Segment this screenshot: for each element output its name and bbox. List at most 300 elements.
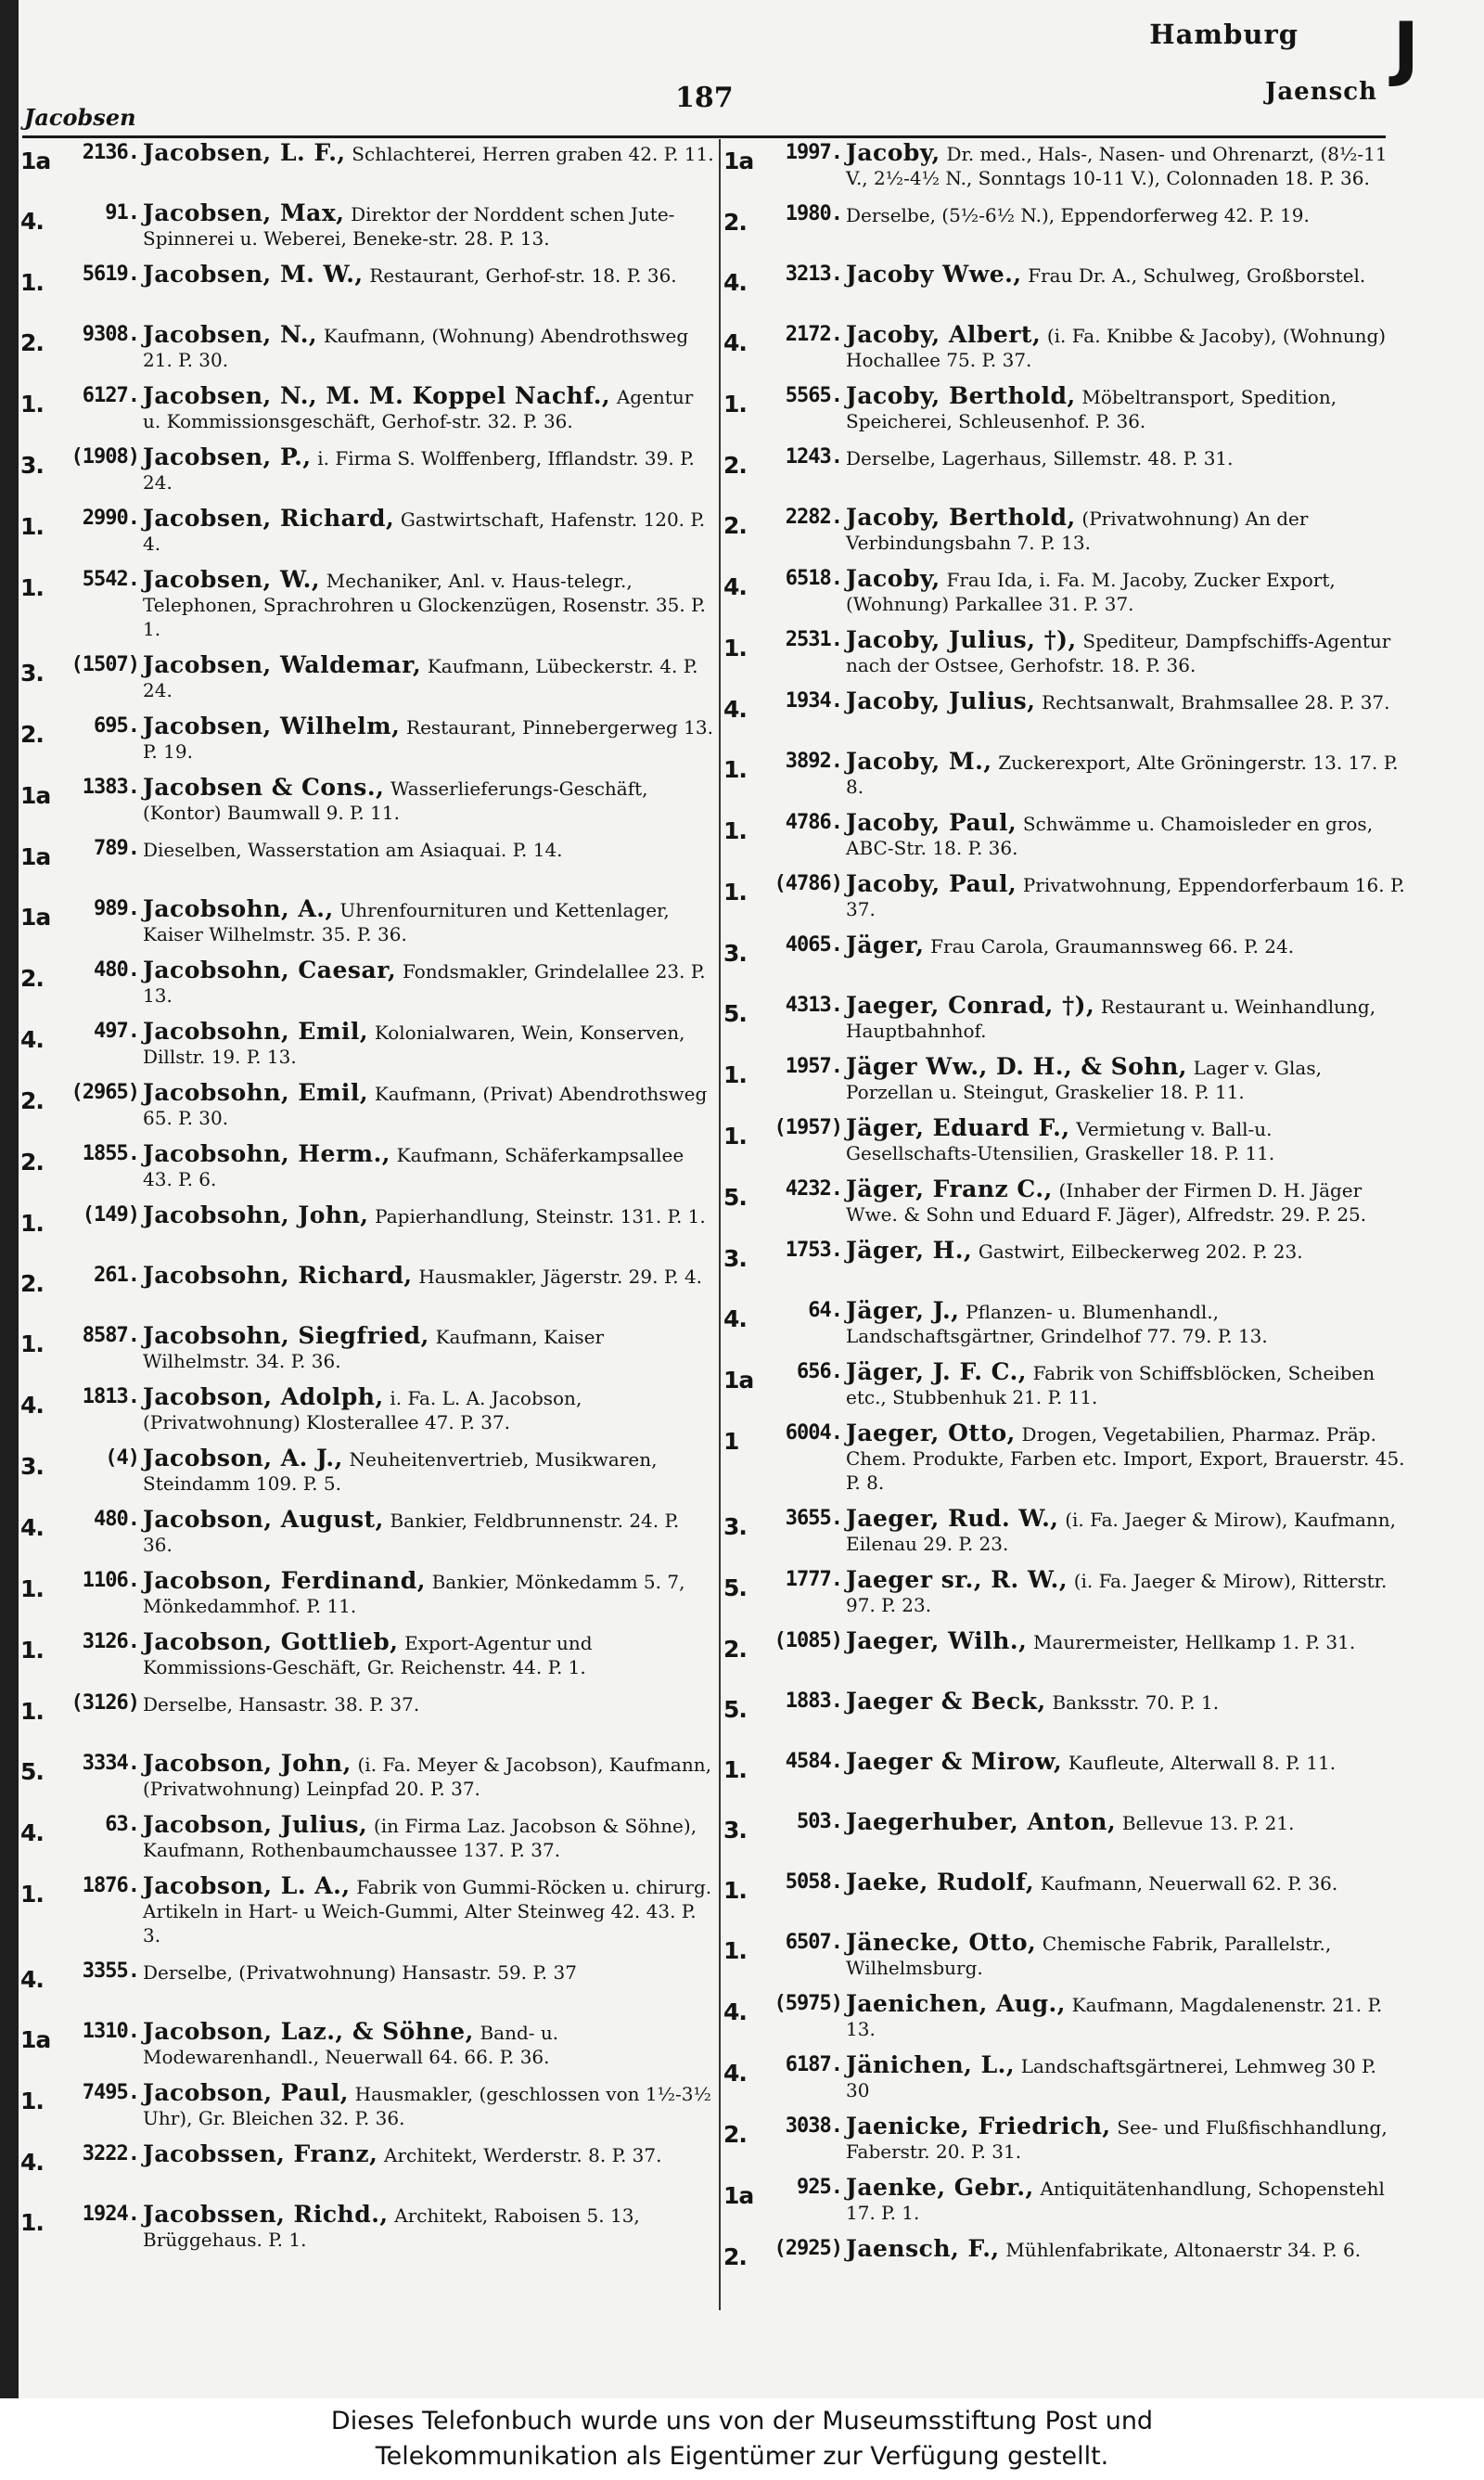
subscriber-details: Schlachterei, Herren graben 42. P. 11.	[352, 143, 714, 165]
subscriber-name: Jacobsen, N., M. M. Koppel Nachf.,	[143, 382, 611, 409]
entry-text	[846, 1507, 1405, 1556]
footer-notice	[0, 2398, 1484, 2480]
entry-text	[846, 1177, 1405, 1227]
subscriber-name: Jacobsen, P.,	[143, 443, 312, 470]
subscriber-name: Jaeger, Wilh.,	[846, 1627, 1028, 1654]
phone-number: 480.	[94, 1508, 139, 1531]
district-code: 4.	[723, 269, 747, 296]
entry-text	[846, 1055, 1405, 1104]
subscriber-name: Jaenicke, Friedrich,	[846, 2113, 1111, 2139]
phone-number: (5975)	[774, 1992, 842, 2015]
directory-entry	[723, 1116, 1405, 1165]
district-code: 3.	[723, 940, 747, 967]
subscriber-details: Derselbe, (Privatwohnung) Hansastr. 59. P. 37	[143, 1961, 577, 1984]
subscriber-name: Jacoby, Paul,	[846, 809, 1017, 836]
phone-number: 4232.	[785, 1177, 842, 1201]
phone-number: 789.	[94, 837, 139, 860]
directory-entry	[723, 1750, 1405, 1798]
entry-text	[846, 1629, 1405, 1654]
entry-text	[143, 2081, 714, 2130]
phone-number: 1855.	[82, 1142, 139, 1165]
subscriber-name: Jacobsohn, Siegfried,	[143, 1322, 429, 1349]
directory-entry	[723, 1568, 1405, 1617]
phone-number: 2172.	[785, 323, 842, 346]
subscriber-name: Jacoby, Berthold,	[846, 382, 1076, 409]
district-code: 4.	[723, 329, 747, 356]
entry-text	[143, 201, 714, 251]
subscriber-details: (in Firma Laz. Jacobson & Söhne), Kaufmann, Rothenbaumchaussee 137. P. 37.	[143, 1815, 697, 1861]
district-code: 2.	[723, 209, 747, 236]
subscriber-details: Pflanzen- u. Blumenhandl., Landschaftsgärtner, Grindelhof 77. 79. P. 13.	[846, 1301, 1268, 1347]
district-code: 2.	[20, 965, 44, 992]
phone-number: 91.	[105, 201, 139, 225]
entry-text	[846, 1239, 1405, 1264]
subscriber-name: Jacobson, Paul,	[143, 2079, 349, 2106]
subscriber-name: Jacobsen, Wilhelm,	[143, 713, 401, 739]
phone-number: 2136.	[82, 141, 139, 164]
directory-entry	[723, 2053, 1405, 2102]
directory-entry	[723, 1690, 1405, 1738]
book-spine-shadow	[0, 0, 19, 2398]
subscriber-details: Spediteur, Dampfschiffs-Agentur nach der Ostsee, Gerhofstr. 18. P. 36.	[846, 630, 1391, 676]
entry-text	[846, 1690, 1405, 1715]
district-code: 1a	[20, 904, 51, 931]
phone-number: (1507)	[70, 653, 139, 676]
directory-entry	[20, 1385, 714, 1434]
subscriber-name: Jäger, H.,	[846, 1237, 973, 1264]
entry-text	[846, 994, 1405, 1043]
directory-entry	[20, 897, 714, 946]
header-rule	[22, 135, 1386, 138]
entry-text	[846, 750, 1405, 799]
directory-entry	[20, 384, 714, 433]
phone-number: (4)	[105, 1446, 139, 1470]
entry-text	[846, 1870, 1405, 1895]
subscriber-name: Jacobson, August,	[143, 1506, 384, 1533]
district-code: 2.	[20, 721, 44, 748]
phone-number: 5058.	[785, 1870, 842, 1894]
subscriber-name: Jacobsohn, Emil,	[143, 1018, 369, 1045]
directory-entry	[723, 1931, 1405, 1980]
entry-text	[143, 1508, 714, 1557]
subscriber-name: Jacobson, Adolph,	[143, 1383, 384, 1410]
directory-entry	[723, 2237, 1405, 2285]
district-code: 1.	[20, 269, 44, 296]
district-code: 4.	[20, 1819, 44, 1846]
district-code: 3.	[723, 1817, 747, 1844]
district-code: 4.	[20, 1514, 44, 1541]
district-code: 1a	[20, 2026, 51, 2053]
phone-number: 5565.	[785, 384, 842, 407]
entry-text	[143, 1081, 714, 1130]
phone-number: (1085)	[774, 1629, 842, 1652]
subscriber-name: Jaeger, Rud. W.,	[846, 1505, 1059, 1532]
directory-entry	[20, 568, 714, 641]
entry-text	[143, 1569, 714, 1618]
entry-text	[143, 1324, 714, 1373]
subscriber-name: Jäger,	[846, 932, 925, 958]
phone-number: 497.	[94, 1020, 139, 1043]
district-code: 1.	[723, 756, 747, 783]
subscriber-details: Derselbe, (5½-6½ N.), Eppendorferweg 42. P. 19.	[846, 204, 1310, 226]
phone-number: 2282.	[785, 506, 842, 529]
subscriber-name: Jacobsen & Cons.,	[143, 774, 385, 801]
phone-number: 6004.	[785, 1421, 842, 1445]
subscriber-name: Jacobsohn, Richard,	[143, 1262, 413, 1289]
phone-number: 1924.	[82, 2203, 139, 2226]
subscriber-details: Direktor der Norddent schen Jute-Spinnerei u. Weberei, Beneke-str. 28. P. 13.	[143, 203, 675, 250]
entry-text	[143, 1691, 714, 1716]
right-keyword: Jaensch	[1265, 78, 1377, 106]
directory-entry	[20, 263, 714, 311]
district-code: 4.	[723, 2060, 747, 2087]
district-code: 4.	[723, 573, 747, 600]
column-divider	[719, 139, 721, 2310]
subscriber-name: Jäger, J.,	[846, 1297, 960, 1324]
subscriber-name: Jäger, Franz C.,	[846, 1176, 1053, 1202]
directory-entry	[723, 202, 1405, 251]
district-code: 5.	[723, 1574, 747, 1601]
directory-entry	[723, 1421, 1405, 1495]
district-code: 1a	[723, 1367, 754, 1394]
subscriber-name: Jacobsohn, John,	[143, 1201, 369, 1228]
entry-text	[846, 811, 1405, 860]
district-code: 2.	[20, 1149, 44, 1176]
left-column	[20, 141, 714, 2264]
directory-entry	[723, 2176, 1405, 2225]
phone-number: (1957)	[774, 1116, 842, 1139]
subscriber-details: Restaurant u. Weinhandlung, Hauptbahnhof.	[846, 996, 1376, 1042]
directory-entry	[20, 2203, 714, 2252]
district-code: 3.	[723, 1513, 747, 1540]
phone-number: 3038.	[785, 2114, 842, 2138]
subscriber-name: Jacoby Wwe.,	[846, 261, 1022, 288]
directory-entry	[20, 141, 714, 189]
subscriber-details: Kolonialwaren, Wein, Konserven, Dillstr. 19. P. 13.	[143, 1022, 685, 1068]
district-code: 3.	[723, 1245, 747, 1272]
district-code: 1.	[20, 1881, 44, 1908]
subscriber-details: Kaufmann, Neuerwall 62. P. 36.	[1040, 1872, 1338, 1895]
directory-entry	[20, 1874, 714, 1947]
subscriber-name: Jaeger & Beck,	[846, 1688, 1046, 1715]
subscriber-details: Kaufleute, Alterwall 8. P. 11.	[1068, 1752, 1337, 1774]
subscriber-name: Jacobson, Julius,	[143, 1811, 368, 1838]
district-code: 5.	[20, 1758, 44, 1785]
directory-entry	[20, 1142, 714, 1191]
directory-entry	[20, 2081, 714, 2130]
phone-number: 5542.	[82, 568, 139, 591]
phone-number: 1934.	[785, 689, 842, 713]
directory-entry	[20, 2020, 714, 2069]
subscriber-details: Gastwirt, Eilbeckerweg 202. P. 23.	[978, 1240, 1303, 1263]
phone-number: 3892.	[785, 750, 842, 773]
directory-entry	[723, 1177, 1405, 1227]
entry-text	[143, 1203, 714, 1228]
directory-entry	[723, 1360, 1405, 1409]
subscriber-name: Jacobsohn, Caesar,	[143, 957, 397, 983]
directory-entry	[723, 384, 1405, 433]
phone-number: 1980.	[785, 202, 842, 225]
subscriber-details: Kaufmann, Schäferkampsallee 43. P. 6.	[143, 1144, 684, 1190]
phone-number: 6507.	[785, 1931, 842, 1954]
entry-text	[846, 263, 1405, 288]
subscriber-details: Dr. med., Hals-, Nasen- und Ohrenarzt, (8½-11 V., 2½-4½ N., Sonntags 10-11 V.), Colonnaden 18. P. 36.	[846, 143, 1388, 189]
entry-text	[143, 1446, 714, 1496]
subscriber-details: Mechaniker, Anl. v. Haus-telegr., Telephonen, Sprachrohren u Glockenzügen, Rosenstr. 35. P. 1.	[143, 570, 706, 640]
district-code: 5.	[723, 1000, 747, 1027]
subscriber-details: Wasserlieferungs-Geschäft, (Kontor) Baumwall 9. P. 11.	[143, 777, 648, 824]
subscriber-name: Jaeger, Conrad, †),	[846, 992, 1095, 1019]
phone-number: 2990.	[82, 507, 139, 530]
entry-text	[846, 1568, 1405, 1617]
page-number: 187	[675, 82, 734, 114]
left-keyword: Jacobsen	[24, 104, 136, 131]
subscriber-details: Restaurant, Pinnebergerweg 13. P. 19.	[143, 716, 713, 763]
subscriber-details: Neuheitenvertrieb, Musikwaren, Steindamm 109. P. 5.	[143, 1448, 658, 1495]
phone-number: (4786)	[774, 872, 842, 895]
subscriber-name: Jacobsen, Max,	[143, 199, 345, 226]
district-code: 4.	[20, 1392, 44, 1419]
subscriber-details: Dieselben, Wasserstation am Asiaquai. P. 14.	[143, 839, 563, 861]
subscriber-details: Export-Agentur und Kommissions-Geschäft, Gr. Reichenstr. 44. P. 1.	[143, 1632, 593, 1678]
subscriber-name: Jacoby, Julius,	[846, 687, 1036, 714]
entry-text	[143, 1960, 714, 1985]
directory-entry	[723, 689, 1405, 738]
subscriber-details: Fabrik von Gummi-Röcken u. chirurg. Artikeln in Hart- u Weich-Gummi, Alter Steinweg 42. 43. P. 3.	[143, 1876, 712, 1947]
directory-entry	[20, 1508, 714, 1557]
directory-entry	[723, 2114, 1405, 2164]
subscriber-name: Jacobson, Gottlieb,	[143, 1628, 399, 1655]
entry-text	[143, 507, 714, 556]
subscriber-details: Chemische Fabrik, Parallelstr., Wilhelmsburg.	[846, 1933, 1332, 1979]
directory-entry	[723, 1629, 1405, 1677]
phone-number: 3213.	[785, 263, 842, 286]
directory-entry	[723, 1870, 1405, 1919]
directory-entry	[723, 1055, 1405, 1104]
directory-entry	[723, 1239, 1405, 1287]
directory-entry	[723, 1810, 1405, 1858]
district-code: 1.	[723, 1756, 747, 1783]
directory-entry	[723, 567, 1405, 616]
directory-entry	[723, 1992, 1405, 2041]
district-code: 1.	[723, 1937, 747, 1964]
subscriber-name: Jacobson, Laz., & Söhne,	[143, 2018, 474, 2045]
phone-number: 1876.	[82, 1874, 139, 1897]
directory-entry	[20, 714, 714, 764]
directory-entry	[723, 1507, 1405, 1556]
phone-number: 1383.	[82, 776, 139, 799]
phone-number: (2965)	[70, 1081, 139, 1104]
entry-text	[143, 776, 714, 825]
entry-text	[846, 1299, 1405, 1348]
district-code: 4.	[20, 208, 44, 235]
subscriber-details: Restaurant, Gerhof-str. 18. P. 36.	[369, 264, 677, 287]
entry-text	[846, 1750, 1405, 1775]
subscriber-name: Jacoby, Paul,	[846, 870, 1017, 897]
entry-text	[143, 1630, 714, 1679]
subscriber-details: Bankier, Mönkedamm 5. 7, Mönkedammhof. P. 11.	[143, 1571, 685, 1617]
directory-entry	[20, 1691, 714, 1740]
subscriber-name: Jacoby, Albert,	[846, 321, 1042, 348]
phone-number: (1908)	[70, 445, 139, 469]
subscriber-details: Bankier, Feldbrunnenstr. 24. P. 36.	[143, 1510, 680, 1556]
subscriber-name: Jaeger, Otto,	[846, 1420, 1016, 1446]
district-code: 3.	[20, 660, 44, 687]
subscriber-name: Jaeger & Mirow,	[846, 1748, 1063, 1775]
directory-entry	[20, 776, 714, 825]
entry-text	[846, 1116, 1405, 1165]
directory-entry	[20, 1813, 714, 1862]
subscriber-details: Privatwohnung, Eppendorferbaum 16. P. 37.	[846, 874, 1405, 920]
entry-text	[846, 2053, 1405, 2102]
subscriber-name: Jacobssen, Franz,	[143, 2140, 378, 2167]
entry-text	[846, 1992, 1405, 2041]
district-code: 1.	[20, 1637, 44, 1664]
subscriber-details: Banksstr. 70. P. 1.	[1052, 1691, 1220, 1714]
subscriber-name: Jacobsen, Waldemar,	[143, 651, 422, 678]
entry-text	[143, 714, 714, 764]
subscriber-details: Hausmakler, Jägerstr. 29. P. 4.	[418, 1266, 703, 1288]
entry-text	[846, 2176, 1405, 2225]
directory-entry	[20, 201, 714, 251]
phone-number: 1243.	[785, 445, 842, 469]
phone-number: 656.	[797, 1360, 842, 1383]
phone-number: 1883.	[785, 1690, 842, 1713]
subscriber-details: See- und Flußfischhandlung, Faberstr. 20. P. 31.	[846, 2116, 1388, 2163]
subscriber-name: Jacobsen, W.,	[143, 566, 321, 593]
directory-entry	[723, 263, 1405, 311]
subscriber-details: Antiquitätenhandlung, Schopenstehl 17. P. 1.	[846, 2178, 1385, 2224]
subscriber-details: Lager v. Glas, Porzellan u. Steingut, Graskelier 18. P. 11.	[846, 1057, 1322, 1103]
phone-number: 1997.	[785, 141, 842, 164]
subscriber-name: Jaensch, F.,	[846, 2235, 1000, 2262]
district-code: 1.	[723, 1123, 747, 1150]
district-code: 1.	[20, 1575, 44, 1602]
district-code: 4.	[20, 1026, 44, 1053]
entry-text	[846, 567, 1405, 616]
district-code: 2.	[723, 512, 747, 539]
district-code: 1a	[723, 2182, 754, 2209]
phone-number: 2531.	[785, 628, 842, 651]
entry-text	[143, 384, 714, 433]
district-code: 1.	[20, 1330, 44, 1357]
directory-entry	[723, 323, 1405, 372]
phone-number: 989.	[94, 897, 139, 920]
entry-text	[143, 1752, 714, 1801]
subscriber-name: Jaeke, Rudolf,	[846, 1869, 1035, 1895]
directory-entry	[20, 1264, 714, 1312]
directory-entry	[20, 1446, 714, 1496]
subscriber-name: Jäger Ww., D. H., & Sohn,	[846, 1053, 1187, 1080]
directory-entry	[20, 837, 714, 885]
subscriber-details: Kaufmann, (Wohnung) Abendrothsweg 21. P. 30.	[143, 325, 689, 371]
phone-number: 6187.	[785, 2053, 842, 2076]
subscriber-details: Mühlenfabrikate, Altonaerstr 34. P. 6.	[1005, 2239, 1362, 2261]
subscriber-name: Jacobson, Ferdinand,	[143, 1567, 426, 1594]
phone-number: 3222.	[82, 2142, 139, 2165]
district-code: 5.	[723, 1184, 747, 1211]
subscriber-details: i. Fa. L. A. Jacobson, (Privatwohnung) Klosterallee 47. P. 37.	[143, 1387, 582, 1433]
subscriber-details: Hausmakler, (geschlossen von 1½-3½ Uhr), Gr. Bleichen 32. P. 36.	[143, 2083, 711, 2129]
subscriber-details: Maurermeister, Hellkamp 1. P. 31.	[1032, 1631, 1356, 1653]
district-code: 2.	[20, 329, 44, 356]
header-section-letter: J	[1392, 6, 1419, 89]
entry-text	[846, 141, 1405, 190]
subscriber-details: Kaufmann, Kaiser Wilhelmstr. 34. P. 36.	[143, 1326, 604, 1372]
subscriber-details: (i. Fa. Knibbe & Jacoby), (Wohnung) Hochallee 75. P. 37.	[846, 325, 1387, 371]
subscriber-details: Fondsmakler, Grindelallee 23. P. 13.	[143, 960, 706, 1007]
subscriber-name: Jacoby, M.,	[846, 748, 992, 775]
directory-entry	[723, 811, 1405, 860]
subscriber-details: Frau Carola, Graumannsweg 66. P. 24.	[930, 935, 1295, 957]
district-code: 4.	[20, 2149, 44, 2176]
entry-text	[846, 628, 1405, 677]
entry-text	[846, 872, 1405, 921]
subscriber-name: Jacobsen, M. W.,	[143, 261, 364, 288]
district-code: 4.	[723, 1305, 747, 1332]
district-code: 4.	[723, 1998, 747, 2025]
phone-number: 503.	[797, 1810, 842, 1833]
subscriber-name: Jaeger sr., R. W.,	[846, 1566, 1068, 1593]
entry-text	[846, 1421, 1405, 1495]
district-code: 4.	[723, 696, 747, 723]
subscriber-details: Frau Dr. A., Schulweg, Großborstel.	[1028, 264, 1366, 287]
directory-entry	[20, 1569, 714, 1618]
subscriber-details: Architekt, Raboisen 5. 13, Brüggehaus. P. 1.	[143, 2204, 640, 2251]
directory-entry	[20, 323, 714, 372]
directory-entry	[723, 445, 1405, 494]
subscriber-details: Band- u. Modewarenhandl., Neuerwall 64. 66. P. 36.	[143, 2022, 559, 2068]
district-code: 1.	[723, 817, 747, 844]
entry-text	[143, 2142, 714, 2167]
entry-text	[143, 2203, 714, 2252]
phone-number: 4584.	[785, 1750, 842, 1773]
entry-text	[143, 1385, 714, 1434]
district-code: 2.	[20, 1087, 44, 1114]
footer-line-1: Dieses Telefonbuch wurde uns von der Museumsstiftung Post und	[330, 2407, 1154, 2435]
directory-entry	[723, 933, 1405, 982]
district-code: 1.	[723, 635, 747, 662]
subscriber-name: Jacobson, L. A.,	[143, 1872, 351, 1899]
district-code: 1.	[20, 574, 44, 601]
entry-text	[143, 445, 714, 495]
directory-entry	[723, 750, 1405, 799]
entry-text	[143, 897, 714, 946]
subscriber-details: (Privatwohnung) An der Verbindungsbahn 7. P. 13.	[846, 508, 1309, 554]
directory-entry	[723, 994, 1405, 1043]
directory-entry	[20, 1081, 714, 1130]
district-code: 2.	[723, 452, 747, 479]
subscriber-details: Architekt, Werderstr. 8. P. 37.	[384, 2144, 662, 2166]
subscriber-details: Uhrenfournituren und Kettenlager, Kaiser Wilhelmstr. 35. P. 36.	[143, 899, 670, 945]
district-code: 2.	[723, 2243, 747, 2270]
district-code: 1a	[723, 148, 754, 174]
subscriber-details: Möbeltransport, Spedition, Speicherei, Schleusenhof. P. 36.	[846, 386, 1337, 432]
subscriber-name: Jacobsohn, Emil,	[143, 1079, 369, 1106]
phone-number: 1813.	[82, 1385, 139, 1408]
subscriber-name: Jacobsen, N.,	[143, 321, 318, 348]
entry-text	[846, 689, 1405, 714]
entry-text	[846, 1810, 1405, 1835]
district-code: 1a	[20, 148, 51, 174]
district-code: 1.	[20, 1210, 44, 1237]
entry-text	[846, 506, 1405, 555]
entry-text	[143, 1142, 714, 1191]
phone-number: 480.	[94, 958, 139, 982]
subscriber-name: Jaenke, Gebr.,	[846, 2174, 1034, 2201]
entry-text	[143, 653, 714, 702]
phone-number: 5619.	[82, 263, 139, 286]
